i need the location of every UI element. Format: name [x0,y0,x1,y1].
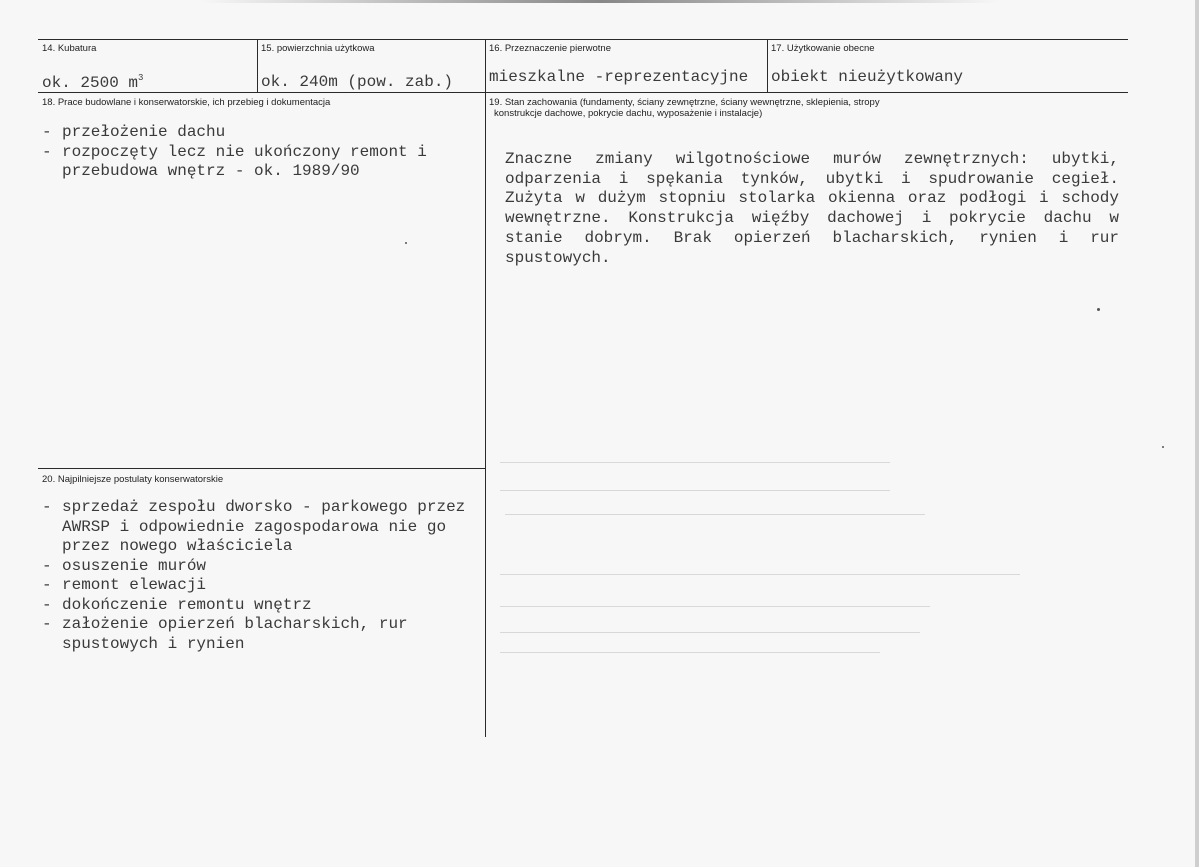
field-15-value: ok. 240m (pow. zab.) [261,73,454,91]
list-item: - sprzedaż zespołu dworsko - parkowego przez AWRSP i odpowiednie zagospodarowa nie go przez nowego właściciela [42,498,474,557]
field-14-value [42,68,143,93]
scan-top-edge [200,0,1000,3]
field-20-label: 20. Najpilniejsze postulaty konserwatorskie [42,474,224,485]
header-row-bottom-border [38,92,1128,93]
bleed-through-mark [500,574,1020,575]
field-20-list [42,498,474,654]
bleed-through-mark [500,490,890,491]
section-18-bottom-border [38,468,485,469]
field-19-text: Znaczne zmiany wilgotnościowe murów zewnętrznych: ubytki, odparzenia i spękania tynków, ubytki i spudrowanie cegieł. Zużyta w dużym stopniu stolarka okienna oraz podłogi i schody wewnętrzne. Konstrukcja więźby dachowej i pokrycie dachu w stanie dobrym. Brak opierzeń blacharskich, rynien i rur spustowych. [505,150,1119,267]
list-item: - remont elewacji [42,576,474,596]
divider-16-17 [767,39,768,92]
field-18-list [42,123,467,182]
list-item: - dokończenie remontu wnętrz [42,596,474,616]
field-15-label: 15. powierzchnia użytkowa [261,43,375,54]
field-14-value-text: ok. 2500 m [42,74,139,92]
field-19-label-line2: konstrukcje dachowe, pokrycie dachu, wyposażenie i instalacje) [494,108,763,119]
divider-14-15 [257,39,258,92]
divider-main-column [485,39,486,737]
speck [1097,308,1100,311]
field-14-value-superscript: 3 [138,73,144,83]
field-17-value: obiekt nieużytkowany [771,68,964,86]
list-item: - osuszenie murów [42,557,474,577]
scan-right-edge [1195,0,1199,867]
field-18-label: 18. Prace budowlane i konserwatorskie, ich przebieg i dokumentacja [42,97,331,108]
bleed-through-mark [500,462,890,463]
speck [405,242,407,244]
bleed-through-mark [500,632,920,633]
field-16-label: 16. Przeznaczenie pierwotne [489,43,611,54]
field-17-label: 17. Użytkowanie obecne [771,43,875,54]
field-16-value: mieszkalne -reprezentacyjne [489,68,749,86]
speck [1162,446,1164,448]
list-item: - rozpoczęty lecz nie ukończony remont i przebudowa wnętrz - ok. 1989/90 [42,143,467,182]
table-top-border [38,39,1128,40]
field-14-label: 14. Kubatura [42,43,97,54]
field-19-label-line1: 19. Stan zachowania (fundamenty, ściany zewnętrzne, ściany wewnętrzne, sklepienia, stropy [489,97,880,108]
bleed-through-mark [505,514,925,515]
list-item: - założenie opierzeń blacharskich, rur spustowych i rynien [42,615,474,654]
list-item: - przełożenie dachu [42,123,467,143]
bleed-through-mark [500,606,930,607]
bleed-through-mark [500,652,880,653]
